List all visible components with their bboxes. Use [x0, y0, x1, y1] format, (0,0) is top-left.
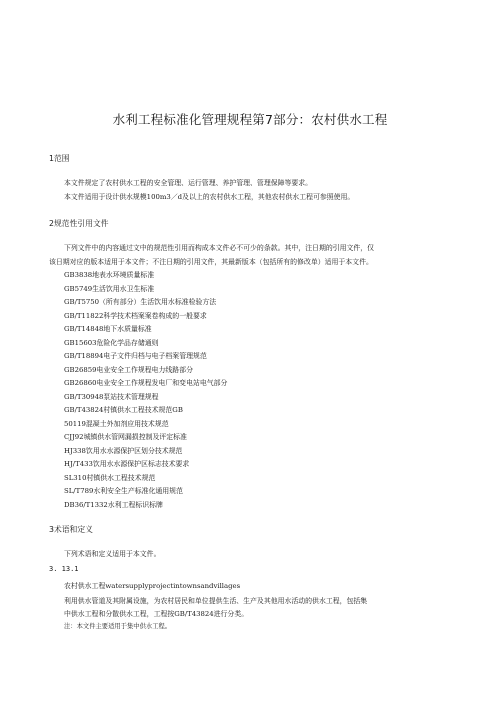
reference-item: GB/T30948泵站技术管理规程 [64, 392, 159, 401]
reference-item: GB/T43824村镇供水工程技术规范GB [64, 406, 183, 414]
reference-item: SL/T789水利安全生产标准化通用规范 [64, 487, 183, 495]
note-text: 注：本文件主要适用于集中供水工程。 [64, 623, 172, 630]
reference-item: HJ/T433饮用水水源保护区标志技术要求 [64, 460, 190, 468]
paragraph-line: 该日期对应的版本适用于本文件；不注日期的引用文件，其最新版本（包括所有的修改单）适用于本文件。 [49, 258, 373, 266]
reference-item: DB36/T1332水利工程标识标牌 [64, 500, 163, 509]
reference-item: GB5749生活饮用水卫生标准 [64, 284, 155, 293]
reference-item: 50119混凝土外加剂应用技术规范 [64, 419, 169, 428]
reference-item: GB26859电业安全工作规程电力线路部分 [64, 365, 193, 374]
reference-item: GB/T18894电子文件归档与电子档案管理规范 [64, 352, 207, 360]
reference-item: CJJ92城镇供水管网漏损控制及评定标准 [64, 433, 187, 441]
section-heading-scope: 1范围 [49, 154, 70, 163]
document-title: 水利工程标准化管理规程第7部分：农村供水工程 [112, 112, 388, 127]
reference-item: GB/T11822科学技术档案案卷构成的一般要求 [64, 311, 207, 320]
reference-item: GB15603危险化学品存储通则 [64, 338, 159, 347]
term-number: 3. 13.1 [49, 565, 79, 573]
section-heading-normative-references: 2规范性引用文件 [49, 219, 109, 228]
term-title: 农村供水工程watersupplyprojectintownsandvillages [64, 582, 241, 590]
definition-line: 中供水工程和分散供水工程，工程按GB/T43824进行分类。 [64, 610, 249, 618]
paragraph-line: 本文件适用于设计供水规模100m3／d及以上的农村供水工程，其他农村供水工程可参照使用。 [64, 193, 355, 201]
reference-item: SL310村镇供水工程技术规范 [64, 473, 156, 482]
paragraph-line: 本文件规定了农村供水工程的安全管理、运行管理、养护管理、管理保障等要求。 [64, 179, 313, 187]
reference-item: GB/T14848地下水质量标准 [64, 325, 152, 333]
paragraph-line: 下列术语和定义适用于本文件。 [64, 550, 161, 558]
reference-item: GB26860电业安全工作规程发电厂和变电站电气部分 [64, 379, 228, 387]
reference-item: GB/T5750（所有部分）生活饮用水标准检验方法 [64, 298, 217, 306]
reference-item: HJ338饮用水水源保护区划分技术规范 [64, 446, 183, 455]
paragraph-line: 下列文件中的内容通过文中的规范性引用而构成本文件必不可少的条款。其中，注日期的引用文件，仅 [64, 244, 375, 252]
definition-line: 利用供水管道及其附属设施，为农村居民和单位提供生活、生产及其他用水活动的供水工程，包括集 [64, 597, 368, 605]
section-heading-terms-definitions: 3术语和定义 [49, 525, 93, 534]
reference-item: GB3838地表水环境质量标准 [64, 271, 155, 279]
